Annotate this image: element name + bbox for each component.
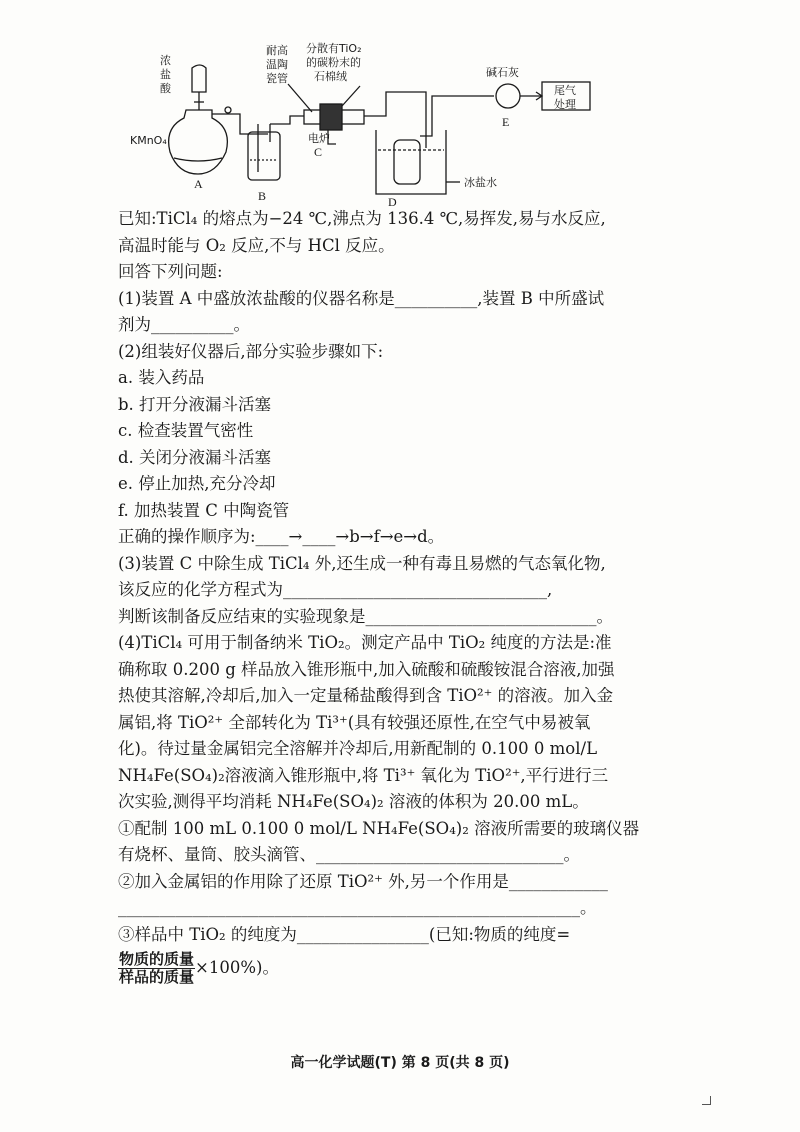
drying-tube-e	[496, 84, 520, 108]
text-line: ①配制 100 mL 0.100 0 mol/L NH₄Fe(SO₄)₂ 溶液所需要的玻璃仪器	[118, 818, 640, 838]
text-line: ③样品中 TiO₂ 的纯度为________________(已知:物质的纯度=	[118, 924, 571, 944]
text-line: (4)TiCl₄ 可用于制备纳米 TiO₂。测定产品中 TiO₂ 纯度的方法是:准	[118, 633, 612, 652]
label-conc-hcl-3: 酸	[160, 82, 171, 95]
text-line: 次实验,测得平均消耗 NH₄Fe(SO₄)₂ 溶液的体积为 20.00 mL。	[118, 792, 589, 811]
text-line: 判断该制备反应结束的实验现象是____________________________。	[118, 606, 613, 626]
fraction-numerator: 物质的质量	[119, 950, 195, 968]
text-line: (2)组装好仪器后,部分实验步骤如下:	[118, 341, 384, 361]
text-line: 该反应的化学方程式为________________________________,	[118, 580, 553, 599]
text-line: 已知:TiCl₄ 的熔点为−24 ℃,沸点为 136.4 ℃,易挥发,易与水反应,	[118, 209, 606, 228]
label-ice-salt: 冰盐水	[464, 176, 497, 189]
text-line: 高温时能与 O₂ 反应,不与 HCl 反应。	[118, 235, 395, 255]
label-conc-hcl-2: 盐	[160, 68, 171, 81]
label-d: D	[388, 195, 397, 209]
label-kmno4: KMnO₄	[130, 134, 167, 147]
text-line: NH₄Fe(SO₄)₂溶液滴入锥形瓶中,将 Ti³⁺ 氧化为 TiO²⁺,平行进行三	[118, 765, 609, 785]
step-e: e. 停止加热,充分冷却	[118, 474, 276, 493]
text-line: 有烧杯、量筒、胶头滴管、______________________________。	[118, 845, 580, 864]
fraction-denominator: 样品的质量	[119, 968, 195, 986]
label-furnace: 电炉	[308, 132, 330, 145]
question-text	[118, 206, 640, 988]
step-d: d. 关闭分液漏斗活塞	[118, 447, 272, 467]
text-line: (1)装置 A 中盛放浓盐酸的仪器名称是__________,装置 B 中所盛试	[118, 288, 605, 308]
text-line: ②加入金属铝的作用除了还原 TiO²⁺ 外,另一个作用是____________	[118, 871, 608, 891]
fraction-suffix: ×100%)。	[195, 958, 279, 977]
separatory-funnel	[192, 65, 206, 92]
step-b: b. 打开分液漏斗活塞	[118, 394, 272, 414]
flask-a	[169, 110, 228, 174]
label-tube-1: 耐高	[266, 44, 288, 57]
apparatus-diagram	[130, 40, 600, 210]
label-c: C	[314, 145, 323, 159]
apparatus-svg	[130, 40, 600, 210]
label-e: E	[502, 115, 510, 129]
label-conc-hcl-1: 浓	[160, 54, 171, 67]
label-b: B	[258, 189, 267, 203]
label-tube-3: 瓷管	[266, 72, 288, 85]
wash-bottle-b	[248, 132, 280, 180]
step-c: c. 检查装置气密性	[118, 421, 254, 440]
text-line: 热使其溶解,冷却后,加入一定量稀盐酸得到含 TiO²⁺ 的溶液。加入金	[118, 686, 614, 705]
text-line: 确称取 0.200 g 样品放入锥形瓶中,加入硫酸和硫酸铵混合溶液,加强	[118, 659, 615, 679]
text-line: 化)。待过量金属铝完全溶解并冷却后,用新配制的 0.100 0 mol/L	[118, 739, 598, 758]
text-line: (3)装置 C 中除生成 TiCl₄ 外,还生成一种有毒且易燃的气态氧化物,	[118, 553, 606, 573]
text-line: 属铝,将 TiO²⁺ 全部转化为 Ti³⁺(具有较强还原性,在空气中易被氧	[118, 712, 591, 732]
fraction-line	[118, 948, 608, 988]
purity-fraction	[118, 951, 195, 986]
label-tail-1: 尾气	[554, 84, 576, 97]
label-tube-2: 温陶	[266, 58, 288, 71]
label-tail-2: 处理	[554, 98, 576, 111]
label-tio2-3: 石棉绒	[314, 70, 347, 83]
label-tio2-2: 的碳粉末的	[306, 56, 361, 69]
label-tio2-1: 分散有TiO₂	[306, 42, 362, 55]
label-a: A	[194, 177, 203, 191]
text-line: 剂为__________。	[118, 315, 250, 334]
label-soda-lime: 碱石灰	[486, 66, 519, 79]
text-line: 回答下列问题:	[118, 262, 223, 281]
text-line: 正确的操作顺序为:____→____→b→f→e→d。	[118, 527, 445, 546]
corner-mark	[702, 1096, 711, 1105]
step-a: a. 装入药品	[118, 368, 205, 387]
step-f: f. 加热装置 C 中陶瓷管	[118, 500, 290, 520]
page-footer: 高一化学试题(T) 第 8 页(共 8 页)	[290, 1055, 510, 1071]
text-line: ________________________________________________________。	[118, 898, 597, 917]
